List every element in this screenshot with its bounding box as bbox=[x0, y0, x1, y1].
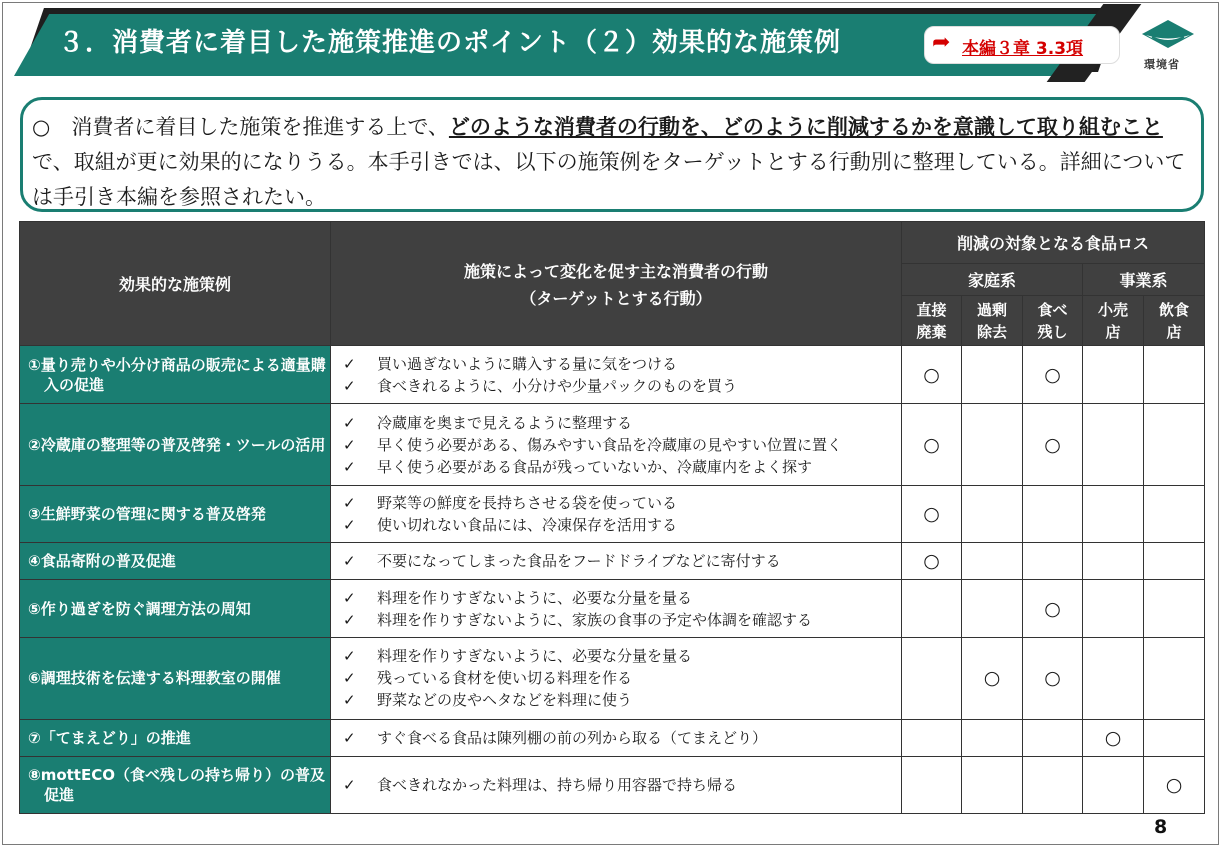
behavior-item bbox=[343, 492, 901, 514]
checkmark-icon: ✓ bbox=[343, 516, 356, 535]
behavior-cell bbox=[331, 346, 902, 404]
target-mark-cell bbox=[1144, 486, 1205, 543]
ministry-logo-text: 環境省 bbox=[1144, 58, 1180, 71]
behavior-text: 料理を作りすぎないように、必要な分量を量る bbox=[377, 647, 693, 666]
target-mark-cell: ○ bbox=[1144, 756, 1205, 813]
checkmark-icon: ✓ bbox=[343, 457, 356, 476]
checkmark-icon: ✓ bbox=[343, 610, 356, 629]
header-sub-l2: 店 bbox=[1105, 322, 1121, 341]
header-restaurant bbox=[1144, 296, 1205, 346]
table-row bbox=[20, 346, 1205, 404]
measure-title: ④食品寄附の普及促進 bbox=[28, 552, 176, 571]
target-mark-cell bbox=[1083, 486, 1144, 543]
target-mark-cell bbox=[962, 486, 1023, 543]
target-mark-cell bbox=[962, 756, 1023, 813]
header-sub-l2: 店 bbox=[1166, 322, 1182, 341]
target-mark-cell bbox=[1144, 346, 1205, 404]
ministry-logo-icon bbox=[1138, 18, 1198, 54]
target-mark-cell bbox=[1144, 580, 1205, 637]
target-mark-cell: ○ bbox=[902, 543, 962, 580]
reference-link[interactable]: 本編３章 3.3項 bbox=[962, 39, 1084, 59]
table-row bbox=[20, 719, 1205, 756]
behavior-cell bbox=[331, 637, 902, 719]
checkmark-icon: ✓ bbox=[343, 413, 356, 432]
behavior-item bbox=[343, 587, 901, 609]
header-measure: 効果的な施策例 bbox=[20, 222, 331, 346]
behavior-text: 買い過ぎないように購入する量に気をつける bbox=[377, 354, 678, 373]
behavior-text: 料理を作りすぎないように、必要な分量を量る bbox=[377, 588, 693, 607]
header-retail bbox=[1083, 296, 1144, 346]
behavior-item bbox=[343, 645, 901, 667]
target-mark-cell bbox=[1023, 486, 1083, 543]
header-behavior-line1: 施策によって変化を促す主な消費者の行動 bbox=[463, 261, 768, 281]
behavior-item bbox=[343, 609, 901, 631]
behavior-text: 食べきれるように、小分けや少量パックのものを買う bbox=[377, 376, 738, 395]
measure-cell bbox=[20, 756, 331, 813]
behavior-text: 野菜等の鮮度を長持ちさせる袋を使っている bbox=[377, 494, 678, 513]
target-mark-cell: ○ bbox=[902, 486, 962, 543]
header-sub-l1: 直接 bbox=[916, 300, 947, 319]
header-sub-l1: 過剰 bbox=[976, 300, 1007, 319]
target-mark-cell bbox=[1023, 719, 1083, 756]
target-mark-cell bbox=[902, 719, 962, 756]
target-mark-cell bbox=[1083, 346, 1144, 404]
checkmark-icon: ✓ bbox=[343, 691, 356, 710]
measure-cell bbox=[20, 404, 331, 486]
checkmark-icon: ✓ bbox=[343, 494, 356, 513]
target-mark-cell bbox=[1023, 543, 1083, 580]
header-behavior bbox=[331, 222, 902, 346]
measure-title: ⑦「てまえどり」の推進 bbox=[28, 728, 191, 747]
behavior-item bbox=[343, 412, 901, 434]
behavior-text: 早く使う必要がある、傷みやすい食品を冷蔵庫の見やすい位置に置く bbox=[377, 435, 843, 454]
behavior-item bbox=[343, 456, 901, 478]
target-mark-cell bbox=[1023, 756, 1083, 813]
target-mark-cell: ○ bbox=[1023, 404, 1083, 486]
behavior-cell bbox=[331, 543, 902, 580]
page-title: ３．消費者に着目した施策推進のポイント（２）効果的な施策例 bbox=[58, 28, 842, 58]
header-target-group: 削減の対象となる食品ロス bbox=[902, 222, 1205, 264]
measure-title: ⑧mottECO（食べ残しの持ち帰り）の普及促進 bbox=[28, 765, 325, 804]
measure-title: ①量り売りや小分け商品の販売による適量購入の促進 bbox=[28, 355, 326, 394]
checkmark-icon: ✓ bbox=[343, 552, 356, 571]
measure-cell bbox=[20, 580, 331, 637]
behavior-text: 不要になってしまった食品をフードドライブなどに寄付する bbox=[377, 552, 781, 571]
page-number: 8 bbox=[1154, 816, 1168, 838]
behavior-item bbox=[343, 375, 901, 397]
header-leftovers bbox=[1023, 296, 1083, 346]
measure-title: ②冷蔵庫の整理等の普及啓発・ツールの活用 bbox=[28, 435, 326, 454]
target-mark-cell: ○ bbox=[1023, 637, 1083, 719]
target-mark-cell bbox=[1083, 756, 1144, 813]
behavior-item bbox=[343, 689, 901, 711]
behavior-text: 食べきれなかった料理は、持ち帰り用容器で持ち帰る bbox=[377, 775, 738, 794]
target-mark-cell bbox=[1144, 637, 1205, 719]
header-sub-l2: 廃棄 bbox=[916, 322, 947, 341]
measure-cell bbox=[20, 486, 331, 543]
behavior-item bbox=[343, 774, 901, 796]
target-mark-cell bbox=[962, 404, 1023, 486]
behavior-item bbox=[343, 434, 901, 456]
target-mark-cell: ○ bbox=[1083, 719, 1144, 756]
target-mark-cell: ○ bbox=[902, 404, 962, 486]
measure-cell bbox=[20, 719, 331, 756]
measure-title: ③生鮮野菜の管理に関する普及啓発 bbox=[28, 505, 266, 524]
header-direct-disposal bbox=[902, 296, 962, 346]
arrow-right-icon: ➦ bbox=[932, 30, 951, 55]
behavior-item bbox=[343, 667, 901, 689]
behavior-item bbox=[343, 727, 901, 749]
intro-text-before: 消費者に着目した施策を推進する上で、 bbox=[50, 115, 449, 139]
measure-title: ⑤作り過ぎを防ぐ調理方法の周知 bbox=[28, 599, 251, 618]
table-row bbox=[20, 637, 1205, 719]
table-row bbox=[20, 543, 1205, 580]
header-business: 事業系 bbox=[1083, 264, 1205, 296]
measures-table bbox=[19, 221, 1205, 814]
behavior-cell bbox=[331, 756, 902, 813]
table-row bbox=[20, 756, 1205, 813]
target-mark-cell: ○ bbox=[1023, 346, 1083, 404]
table-row bbox=[20, 580, 1205, 637]
behavior-cell bbox=[331, 719, 902, 756]
header-sub-l1: 食べ bbox=[1037, 300, 1068, 319]
checkmark-icon: ✓ bbox=[343, 669, 356, 688]
behavior-item bbox=[343, 550, 901, 572]
target-mark-cell bbox=[1083, 404, 1144, 486]
measure-cell bbox=[20, 543, 331, 580]
target-mark-cell bbox=[962, 543, 1023, 580]
target-mark-cell: ○ bbox=[902, 346, 962, 404]
checkmark-icon: ✓ bbox=[343, 728, 356, 747]
target-mark-cell bbox=[962, 346, 1023, 404]
target-mark-cell bbox=[962, 719, 1023, 756]
header-sub-l1: 小売 bbox=[1097, 300, 1128, 319]
target-mark-cell bbox=[1144, 543, 1205, 580]
behavior-text: 野菜などの皮やヘタなどを料理に使う bbox=[377, 691, 633, 710]
behavior-cell bbox=[331, 486, 902, 543]
header-sub-l2: 除去 bbox=[976, 322, 1007, 341]
measure-title: ⑥調理技術を伝達する料理教室の開催 bbox=[28, 669, 281, 688]
behavior-item bbox=[343, 514, 901, 536]
intro-bullet: ○ bbox=[32, 115, 51, 139]
target-mark-cell bbox=[902, 756, 962, 813]
target-mark-cell bbox=[962, 580, 1023, 637]
target-mark-cell: ○ bbox=[962, 637, 1023, 719]
target-mark-cell bbox=[1144, 404, 1205, 486]
target-mark-cell bbox=[1083, 543, 1144, 580]
behavior-cell bbox=[331, 580, 902, 637]
behavior-text: 料理を作りすぎないように、家族の食事の予定や体調を確認する bbox=[377, 610, 813, 629]
behavior-cell bbox=[331, 404, 902, 486]
header-excess-removal bbox=[962, 296, 1023, 346]
target-mark-cell bbox=[902, 637, 962, 719]
measure-cell bbox=[20, 346, 331, 404]
table-row bbox=[20, 486, 1205, 543]
intro-text-after: で、取組が更に効果的になりうる。本手引きでは、以下の施策例をターゲットとする行動別に整理している。詳細については手引き本編を参照されたい。 bbox=[32, 150, 1186, 209]
target-mark-cell bbox=[1083, 637, 1144, 719]
checkmark-icon: ✓ bbox=[343, 354, 356, 373]
behavior-text: 使い切れない食品には、冷凍保存を活用する bbox=[377, 516, 678, 535]
target-mark-cell bbox=[1144, 719, 1205, 756]
checkmark-icon: ✓ bbox=[343, 376, 356, 395]
header-behavior-line2: （ターゲットとする行動） bbox=[520, 288, 712, 308]
behavior-text: すぐ食べる食品は陳列棚の前の列から取る（てまえどり） bbox=[377, 728, 768, 747]
header-sub-l2: 残し bbox=[1037, 322, 1068, 341]
behavior-item bbox=[343, 353, 901, 375]
behavior-text: 早く使う必要がある食品が残っていないか、冷蔵庫内をよく探す bbox=[377, 457, 813, 476]
measure-cell bbox=[20, 637, 331, 719]
header-household: 家庭系 bbox=[902, 264, 1083, 296]
intro-emphasis: どのような消費者の行動を、どのように削減するかを意識して取り組むこと bbox=[448, 115, 1163, 139]
checkmark-icon: ✓ bbox=[343, 647, 356, 666]
target-mark-cell: ○ bbox=[1023, 580, 1083, 637]
checkmark-icon: ✓ bbox=[343, 435, 356, 454]
table-row bbox=[20, 404, 1205, 486]
behavior-text: 冷蔵庫を奥まで見えるように整理する bbox=[377, 413, 633, 432]
target-mark-cell bbox=[902, 580, 962, 637]
target-mark-cell bbox=[1083, 580, 1144, 637]
header-sub-l1: 飲食 bbox=[1159, 300, 1190, 319]
checkmark-icon: ✓ bbox=[343, 775, 356, 794]
intro-text bbox=[32, 110, 1190, 215]
checkmark-icon: ✓ bbox=[343, 588, 356, 607]
behavior-text: 残っている食材を使い切る料理を作る bbox=[377, 669, 633, 688]
table-body bbox=[20, 346, 1205, 814]
